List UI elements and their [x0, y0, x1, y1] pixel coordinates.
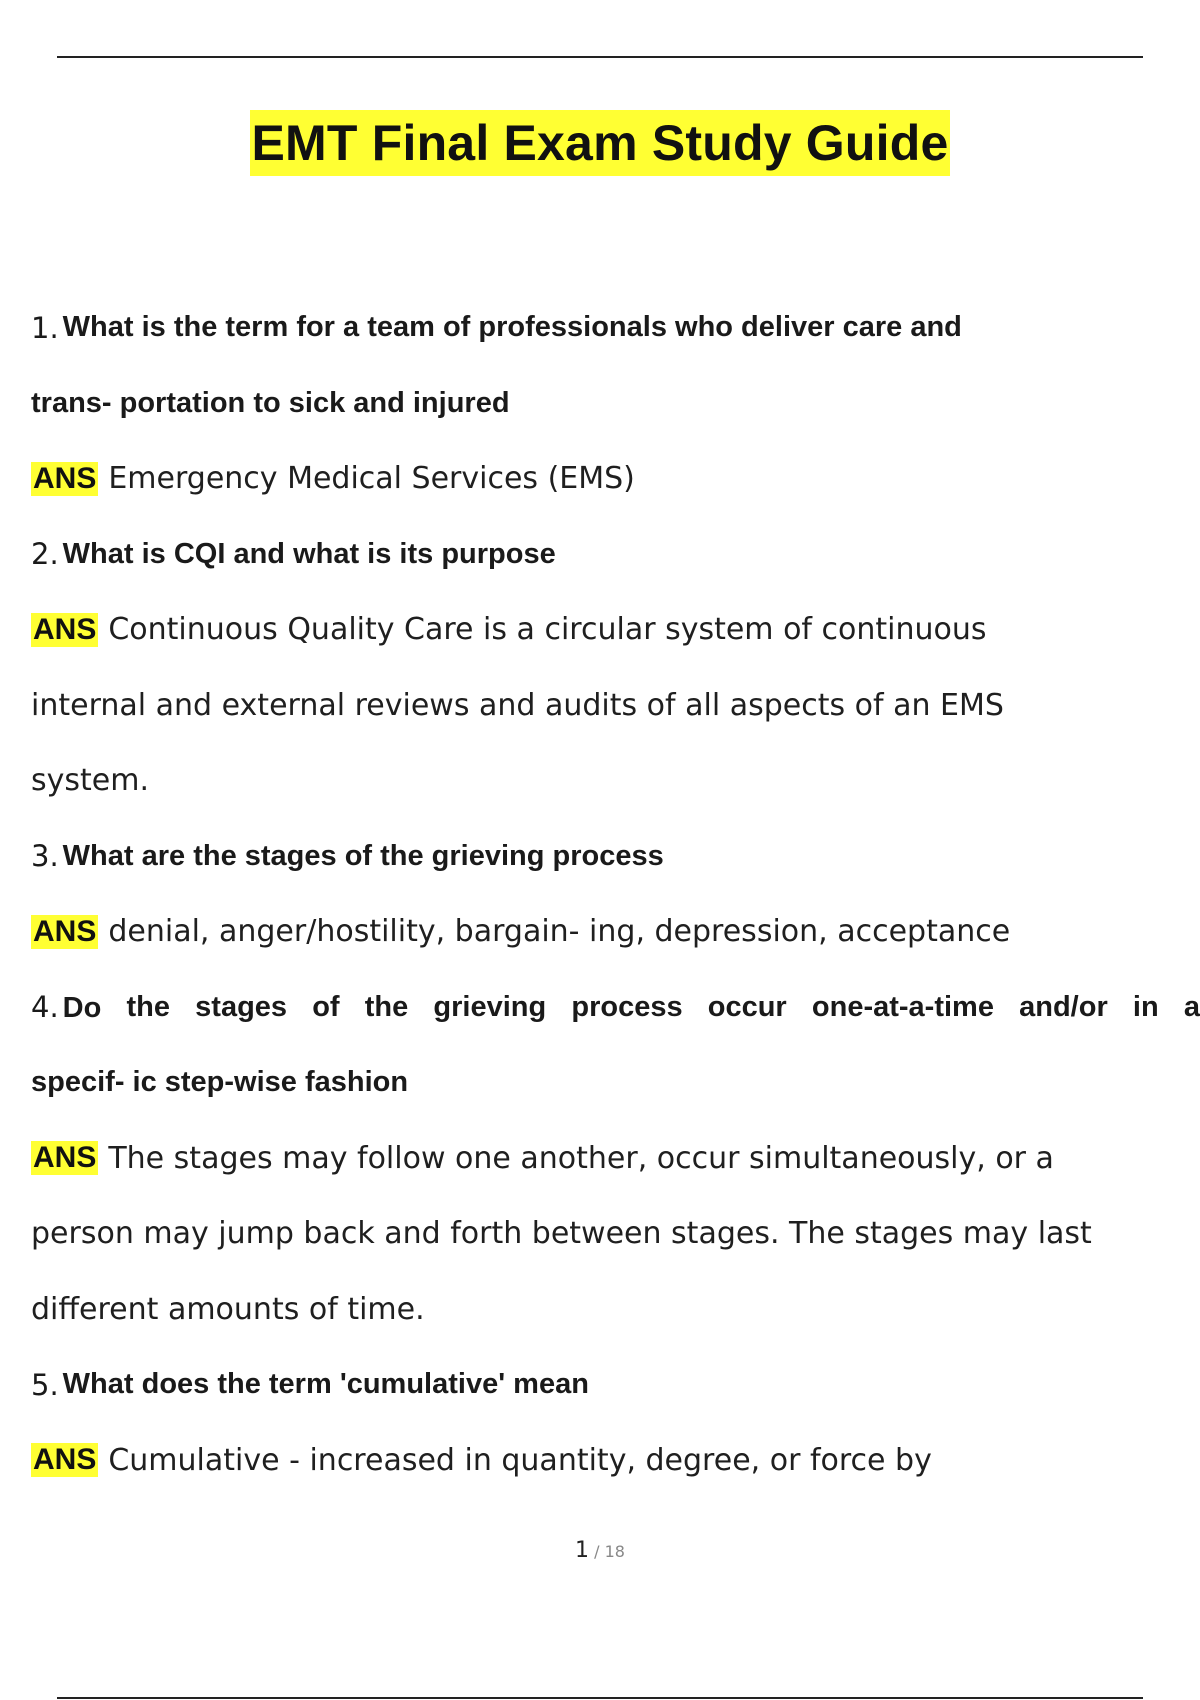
answer-2-line-3 — [31, 743, 1200, 819]
page-title: EMT Final Exam Study Guide — [250, 110, 951, 176]
question-number: 3. — [31, 839, 59, 874]
justified-word: of — [312, 990, 340, 1023]
total-pages: / 18 — [594, 1542, 625, 1561]
answer-text: Cumulative - increased in quantity, degree, or force by — [108, 1442, 932, 1478]
question-text: What are the stages of the grieving process — [62, 839, 664, 872]
justified-word: process — [571, 990, 683, 1023]
answer-4-line-1 — [31, 1121, 1200, 1197]
answer-4-line-3 — [31, 1272, 1200, 1348]
question-4-line-2 — [31, 1045, 1200, 1121]
question-text: What is CQI and what is its purpose — [62, 537, 556, 570]
title-container — [0, 110, 1200, 176]
answer-3-line-1 — [31, 894, 1200, 970]
current-page: 1 — [575, 1538, 590, 1563]
question-3-line-1 — [31, 819, 1200, 895]
question-text: trans- portation to sick and injured — [31, 386, 510, 419]
qa-content — [31, 290, 1200, 1498]
question-number: 4. — [31, 989, 59, 1024]
question-number-and-word — [31, 990, 101, 1025]
question-4-line-1 — [31, 970, 1200, 1046]
question-text: What is the term for a team of professionals who deliver care and — [62, 311, 962, 344]
answer-label: ANS — [33, 1443, 97, 1477]
answer-label: ANS — [33, 914, 97, 948]
question-number: 1. — [31, 310, 59, 345]
question-number: 5. — [31, 1367, 59, 1402]
justified-word: in — [1132, 990, 1159, 1023]
question-number: 2. — [31, 537, 59, 572]
answer-text: internal and external reviews and audits of all aspects of an EMS — [31, 687, 1004, 723]
answer-text: The stages may follow one another, occur simultaneously, or a — [108, 1140, 1054, 1176]
top-rule — [57, 56, 1143, 58]
answer-2-line-1 — [31, 592, 1200, 668]
justified-word: Do — [62, 991, 102, 1024]
answer-text: Emergency Medical Services (EMS) — [108, 461, 635, 497]
page-indicator — [0, 1538, 1200, 1563]
question-1-line-1 — [31, 290, 1200, 366]
justified-word: stages — [195, 990, 288, 1023]
answer-5-line-1 — [31, 1423, 1200, 1499]
question-2-line-1 — [31, 517, 1200, 593]
answer-label: ANS — [33, 461, 97, 495]
answer-4-line-2 — [31, 1196, 1200, 1272]
justified-word: the — [364, 990, 409, 1023]
justified-word: one-at-a-time — [811, 990, 994, 1023]
justified-word: occur — [707, 990, 787, 1023]
answer-text: different amounts of time. — [31, 1291, 425, 1327]
answer-label: ANS — [33, 612, 97, 646]
answer-text: Continuous Quality Care is a circular system of continuous — [108, 612, 987, 648]
answer-text: system. — [31, 763, 149, 799]
question-1-line-2 — [31, 366, 1200, 442]
justified-word: and/or — [1019, 990, 1108, 1023]
justified-word: grieving — [433, 990, 547, 1023]
answer-2-line-2 — [31, 668, 1200, 744]
answer-text: person may jump back and forth between stages. The stages may last — [31, 1216, 1092, 1252]
answer-1-line-1 — [31, 441, 1200, 517]
answer-label: ANS — [33, 1141, 97, 1175]
justified-word: the — [126, 990, 170, 1023]
justified-word: a — [1183, 990, 1200, 1023]
question-text: What does the term 'cumulative' mean — [62, 1368, 589, 1401]
question-text: specif- ic step-wise fashion — [31, 1066, 409, 1099]
answer-text: denial, anger/hostility, bargain- ing, depression, acceptance — [108, 914, 1011, 950]
bottom-rule — [57, 1697, 1143, 1699]
question-5-line-1 — [31, 1347, 1200, 1423]
